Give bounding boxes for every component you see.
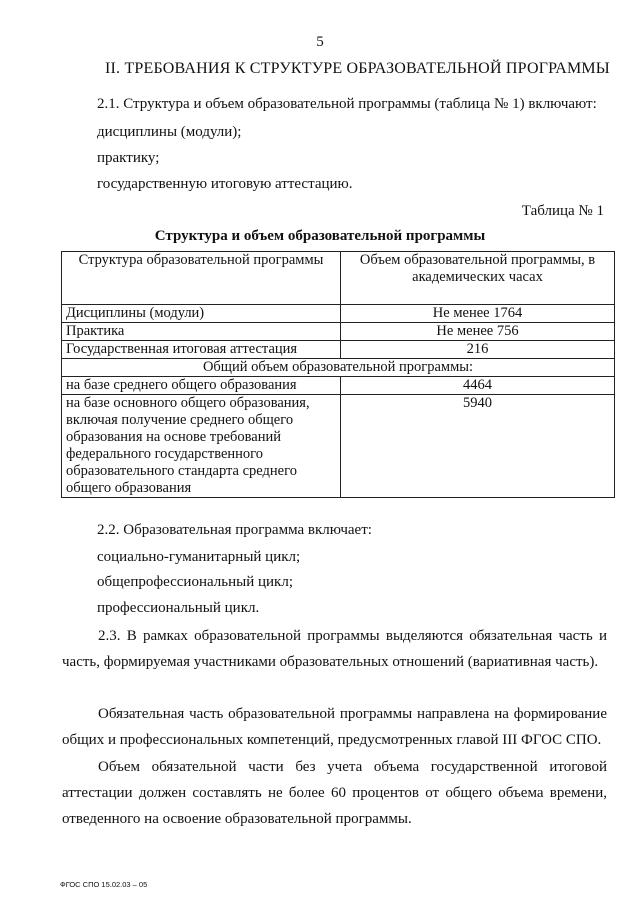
list-item: практику; [97, 150, 160, 166]
mandatory-volume-paragraph: Объем обязательной части без учета объема государственной итоговой аттестации должен составлять не более 60 процентов от общего объема времени, отведенного на освоение образовательной программы. [62, 759, 607, 827]
table-row [62, 305, 615, 323]
header-structure: Структура образовательной программы [62, 252, 341, 305]
program-structure-table [61, 251, 615, 498]
total-volume-subheader: Общий объем образовательной программы: [62, 359, 615, 377]
list-item: общепрофессиональный цикл; [97, 574, 293, 590]
row-value: 4464 [341, 377, 615, 395]
footer-code: ФГОС СПО 15.02.03 – 05 [60, 880, 148, 889]
row-value: 5940 [341, 395, 615, 498]
row-label: на базе среднего общего образования [62, 377, 341, 395]
row-label: Государственная итоговая аттестация [62, 341, 341, 359]
table-number: Таблица № 1 [521, 203, 604, 219]
row-label: Дисциплины (модули) [62, 305, 341, 323]
row-value: Не менее 1764 [341, 305, 615, 323]
table-row [62, 377, 615, 395]
header-volume: Объем образовательной программы, в академических часах [341, 252, 615, 305]
page-number: 5 [316, 34, 324, 50]
section-2-3-paragraph: 2.3. В рамках образовательной программы выделяются обязательная часть и часть, формируемая участниками образовательных отношений (вариативная часть). [62, 628, 607, 670]
list-item: дисциплины (модули); [97, 124, 242, 140]
table-title: Структура и объем образовательной программы [154, 228, 486, 244]
table-row [62, 341, 615, 359]
list-item: социально-гуманитарный цикл; [97, 549, 301, 565]
list-item: государственную итоговую аттестацию. [97, 176, 353, 192]
section-title: II. ТРЕБОВАНИЯ К СТРУКТУРЕ ОБРАЗОВАТЕЛЬНОЙ ПРОГРАММЫ [105, 60, 610, 77]
row-value: Не менее 756 [341, 323, 615, 341]
list-item: профессиональный цикл. [97, 600, 260, 616]
table-subheader-row [62, 359, 615, 377]
row-value: 216 [341, 341, 615, 359]
section-2-2-paragraph: 2.2. Образовательная программа включает: [97, 522, 372, 538]
table-header-row [62, 252, 615, 305]
table-row [62, 395, 615, 498]
row-label: Практика [62, 323, 341, 341]
mandatory-part-paragraph: Обязательная часть образовательной программы направлена на формирование общих и профессиональных компетенций, предусмотренных главой III ФГОС СПО. [62, 706, 607, 748]
row-label: на базе основного общего образования, включая получение среднего общего образования на основе требований федерального государственного образовательного стандарта среднего общего образования [62, 395, 341, 498]
intro-paragraph: 2.1. Структура и объем образовательной программы (таблица № 1) включают: [97, 96, 597, 112]
table-row [62, 323, 615, 341]
